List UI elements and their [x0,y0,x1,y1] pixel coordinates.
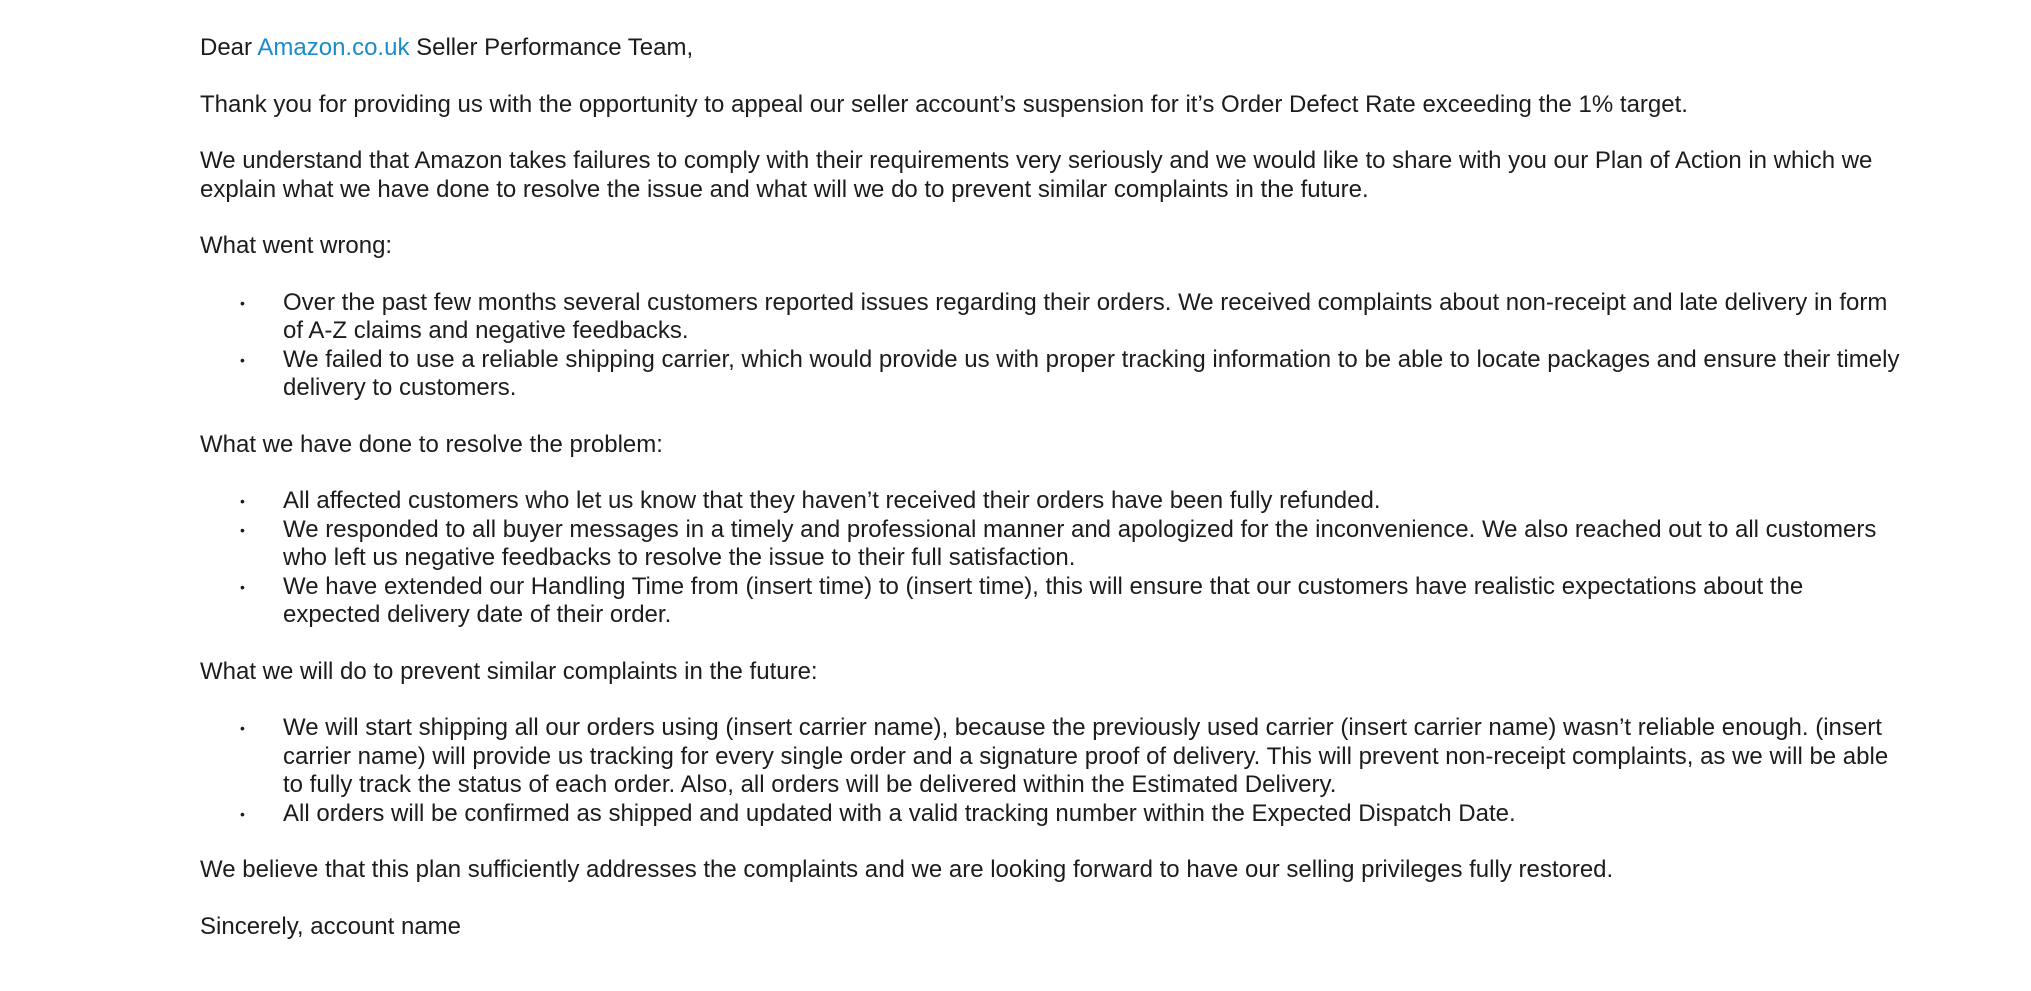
list-item-text: Over the past few months several customers reported issues regarding their orders. We received complaints about non-receipt and late delivery in form of A-Z claims and negative feedbacks. [283,288,1888,344]
section-wrong-heading: What went wrong: [200,232,393,259]
appeal-letter [200,34,1900,969]
bullet-icon: • [240,351,245,368]
understanding-paragraph: We understand that Amazon takes failures to comply with their requirements very seriously and we would like to share with you our Plan of Action in which we explain what we have done to resolve the issue and what will we do to prevent similar complaints in the future. [200,147,1873,203]
list-item [200,346,1900,403]
list-item-text: All orders will be confirmed as shipped and updated with a valid tracking number within the Expected Dispatch Date. [283,799,1516,827]
list-item-text: We will start shipping all our orders using (insert carrier name), because the previously used carrier (insert carrier name) wasn’t reliable enough. (insert carrier name) will provide us tracking for every single order and a signature proof of delivery. This will prevent non-receipt complaints, as we will be able to fully track the status of each order. Also, all orders will be delivered within the Estimated Delivery. [283,714,1889,798]
section-done-list [200,487,1900,630]
list-item-text: We failed to use a reliable shipping carrier, which would provide us with proper tracking information to be able to locate packages and ensure their timely delivery to customers. [283,345,1900,401]
intro-paragraph: Thank you for providing us with the opportunity to appeal our seller account’s suspension for it’s Order Defect Rate exceeding the 1% target. [200,90,1688,118]
bullet-icon: • [240,720,245,736]
section-wrong-list [200,289,1900,403]
list-item [200,487,1900,516]
section-done-heading: What we have done to resolve the problem: [200,430,663,458]
greeting-suffix: Seller Performance Team, [409,34,694,61]
amazon-link[interactable]: Amazon.co.uk [257,34,410,61]
list-item [200,516,1900,573]
section-future-heading: What we will do to prevent similar complaints in the future: [200,657,818,685]
bullet-icon: • [240,493,245,509]
list-item [200,800,1900,829]
greeting-line [200,34,1900,63]
signoff: Sincerely, account name [200,912,462,940]
bullet-icon: • [240,521,245,538]
list-item [200,714,1900,800]
bullet-icon: • [240,578,245,595]
closing-paragraph: We believe that this plan sufficiently addresses the complaints and we are looking forward to have our selling privileges fully restored. [200,856,1614,883]
list-item-text: We have extended our Handling Time from (insert time) to (insert time), this will ensure that our customers have realistic expectations about the expected delivery date of their order. [283,572,1804,628]
bullet-icon: • [240,294,245,311]
bullet-icon: • [240,805,245,822]
greeting-prefix: Dear [200,34,258,61]
list-item-text: All affected customers who let us know that they haven’t received their orders have been fully refunded. [283,487,1381,514]
section-future-list [200,714,1900,828]
list-item-text: We responded to all buyer messages in a timely and professional manner and apologized for the inconvenience. We also reached out to all customers who left us negative feedbacks to resolve the issue to their full satisfaction. [283,515,1877,571]
list-item [200,289,1900,346]
list-item [200,573,1900,630]
